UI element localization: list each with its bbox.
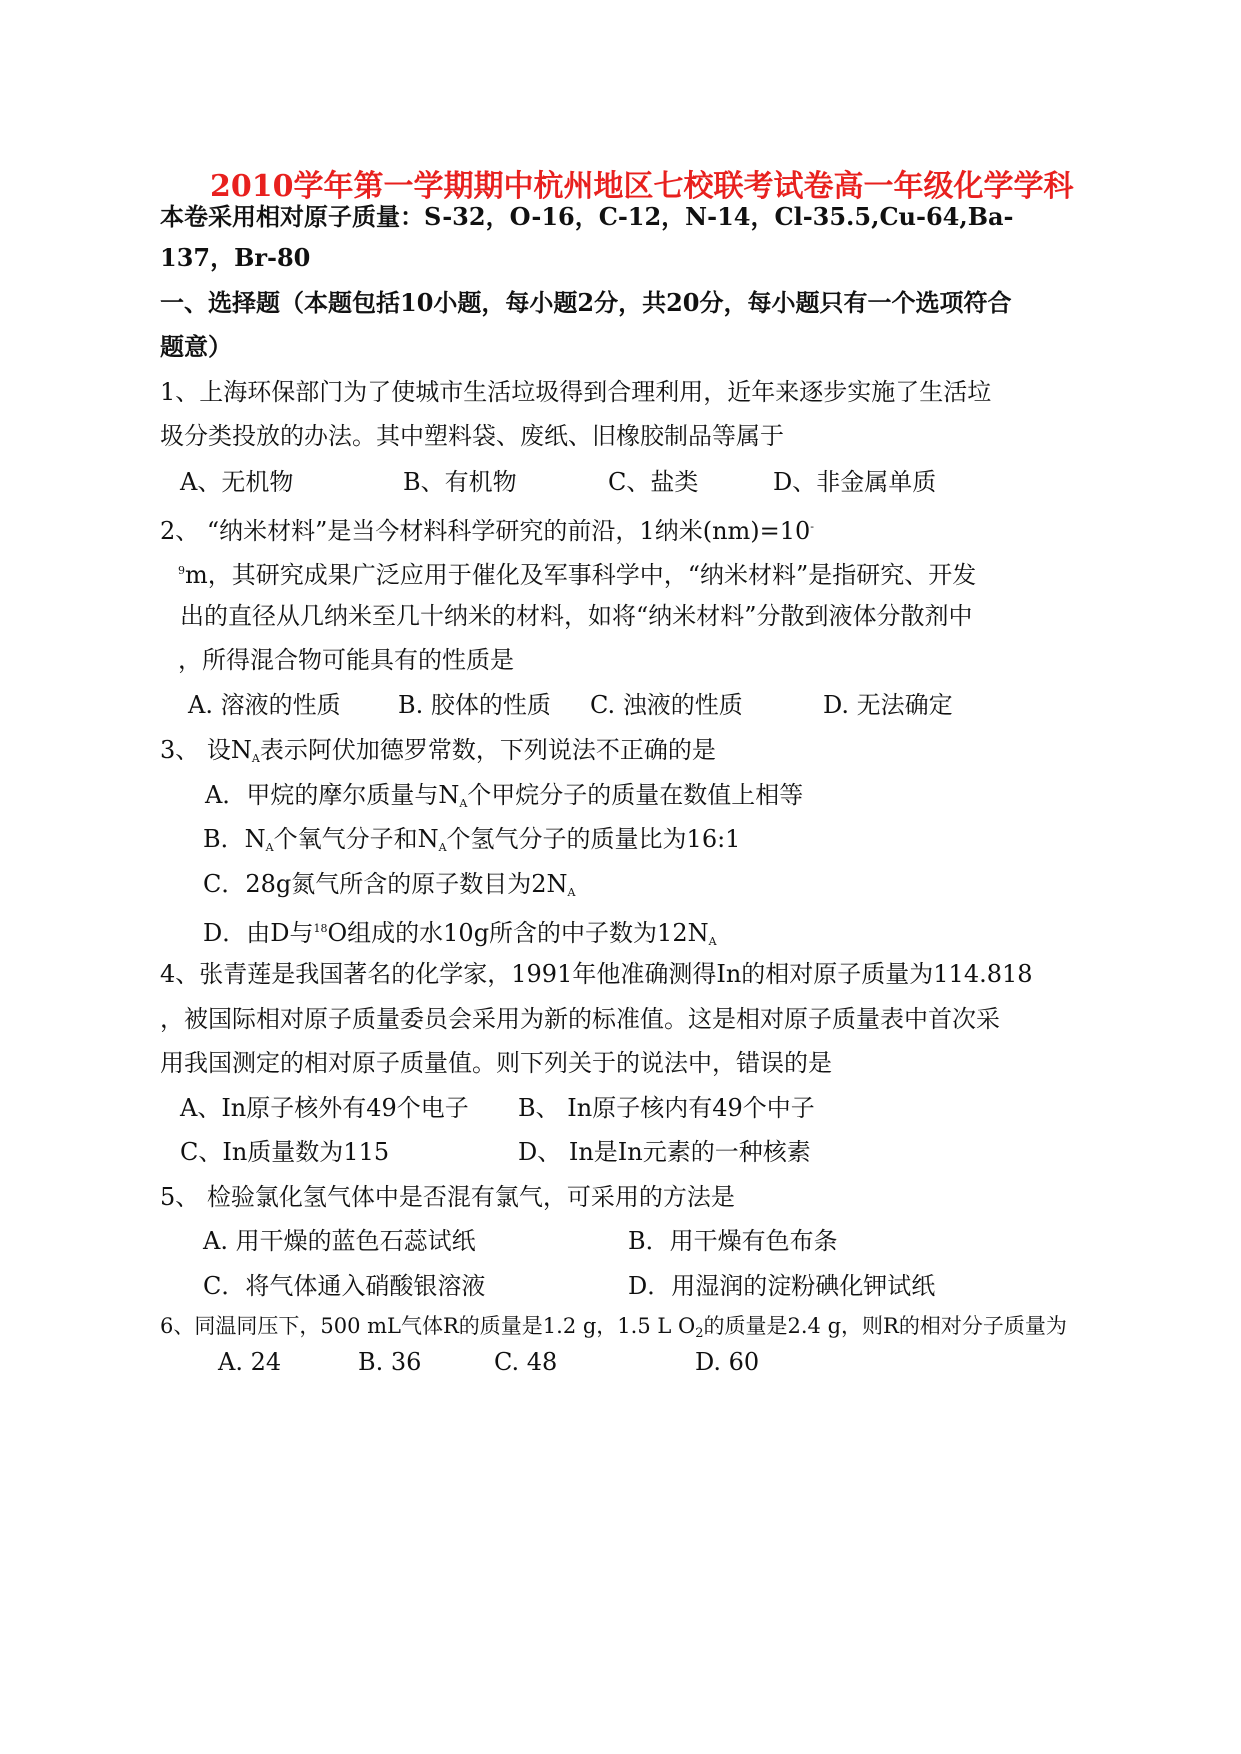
q1-stem-line2: 圾分类投放的办法。其中塑料袋、废纸、旧橡胶制品等属于 (160, 422, 784, 450)
q2-stem-line1 (160, 511, 814, 547)
q3-option-d (203, 913, 717, 958)
q3-optd-a: D．由D与 (203, 919, 314, 947)
q2-line2-sup: 9 (178, 564, 185, 577)
q3-option-b (203, 823, 740, 864)
q4-stem-line1: 4、张青莲是我国著名的化学家，1991年他准确测得In的相对原子质量为114.818 (160, 960, 1033, 988)
q4-stem-line3: 用我国测定的相对原子质量值。则下列关于的说法中，错误的是 (160, 1049, 832, 1077)
q4-option-c: C、In质量数为115 (180, 1138, 390, 1166)
q5-option-b: B．用干燥有色布条 (628, 1227, 838, 1255)
q2-line1-sup: - (810, 520, 815, 533)
q6-option-d: D. 60 (695, 1348, 760, 1376)
q3-optb-a: B．N (203, 825, 266, 853)
q5-option-a: A. 用干燥的蓝色石蕊试纸 (203, 1227, 476, 1255)
q3-opta-sub: A (459, 797, 468, 810)
q2-option-d: D. 无法确定 (823, 691, 953, 719)
q4-option-d: D、 In是In元素的一种核素 (518, 1138, 811, 1166)
q4-option-b: B、 In原子核内有49个中子 (518, 1094, 815, 1122)
q2-line2-text: m，其研究成果广泛应用于催化及军事科学中，“纳米材料”是指研究、开发 (185, 561, 977, 589)
q6-stem (160, 1310, 1067, 1350)
q3-optb-b: 个氧气分子和N (273, 825, 439, 853)
q6-option-a: A. 24 (218, 1348, 282, 1376)
q2-stem-line3: 出的直径从几纳米至几十纳米的材料，如将“纳米材料”分散到液体分散剂中 (180, 602, 973, 630)
q5-stem: 5、 检验氯化氢气体中是否混有氯气，可采用的方法是 (160, 1183, 735, 1211)
q3-opta-a: A．甲烷的摩尔质量与N (205, 781, 460, 809)
q2-option-b: B. 胶体的性质 (398, 691, 551, 719)
q2-stem-line4: ，所得混合物可能具有的性质是 (178, 646, 514, 674)
q3-stem-b: 表示阿伏加德罗常数，下列说法不正确的是 (259, 736, 716, 764)
q3-option-c (203, 868, 576, 909)
q2-option-c: C. 浊液的性质 (590, 691, 743, 719)
q3-optc-sub: A (567, 886, 576, 899)
q3-optd-b: O组成的水10g所含的中子数为12N (327, 919, 709, 947)
q3-stem-a: 3、 设N (160, 736, 252, 764)
q3-optd-sub: A (708, 935, 717, 948)
q3-option-a (205, 779, 803, 820)
q1-stem-line1: 1、上海环保部门为了使城市生活垃圾得到合理利用，近年来逐步实施了生活垃 (160, 378, 992, 406)
section1-heading-line1: 一、选择题（本题包括10小题，每小题2分，共20分，每小题只有一个选项符合 (160, 288, 1012, 317)
q4-stem-line2: ，被国际相对原子质量委员会采用为新的标准值。这是相对原子质量表中首次采 (160, 1005, 1000, 1033)
q2-line1-text: 2、 “纳米材料”是当今材料科学研究的前沿，1纳米(nm)=10 (160, 517, 811, 545)
atomic-masses-line1: 本卷采用相对原子质量：S-32，O-16，C-12，N-14，Cl-35.5,Cu-64,Ba- (160, 202, 1014, 231)
q3-optc-a: C．28g氮气所含的原子数目为2N (203, 870, 568, 898)
q2-option-a: A. 溶液的性质 (188, 691, 341, 719)
q2-stem-line2 (178, 555, 976, 591)
q6-stem-sub: 2 (695, 1326, 704, 1341)
page-title: 2010学年第一学期期中杭州地区七校联考试卷高一年级化学学科 (210, 169, 1074, 204)
q3-stem (160, 734, 716, 775)
q1-option-b: B、有机物 (403, 468, 517, 496)
q3-optb-sub1: A (265, 841, 274, 854)
q6-option-c: C. 48 (494, 1348, 558, 1376)
q3-optb-sub2: A (438, 841, 447, 854)
q3-stem-sub: A (251, 752, 260, 765)
q3-opta-b: 个甲烷分子的质量在数值上相等 (467, 781, 804, 809)
q4-option-a: A、In原子核外有49个电子 (180, 1094, 469, 1122)
section1-heading-line2: 题意） (160, 332, 232, 361)
q6-option-b: B. 36 (358, 1348, 422, 1376)
q1-option-d: D、非金属单质 (773, 468, 937, 496)
q1-option-a: A、无机物 (180, 468, 294, 496)
q3-optb-c: 个氢气分子的质量比为16:1 (446, 825, 741, 853)
q6-stem-a: 6、同温同压下，500 mL气体R的质量是1.2 g，1.5 L O (160, 1314, 696, 1338)
q5-option-d: D．用湿润的淀粉碘化钾试纸 (628, 1272, 936, 1300)
q5-option-c: C．将气体通入硝酸银溶液 (203, 1272, 486, 1300)
atomic-masses-line2: 137，Br-80 (160, 243, 311, 272)
q1-option-c: C、盐类 (608, 468, 699, 496)
q6-stem-b: 的质量是2.4 g，则R的相对分子质量为 (703, 1314, 1067, 1338)
q3-optd-sup: 18 (313, 922, 328, 935)
